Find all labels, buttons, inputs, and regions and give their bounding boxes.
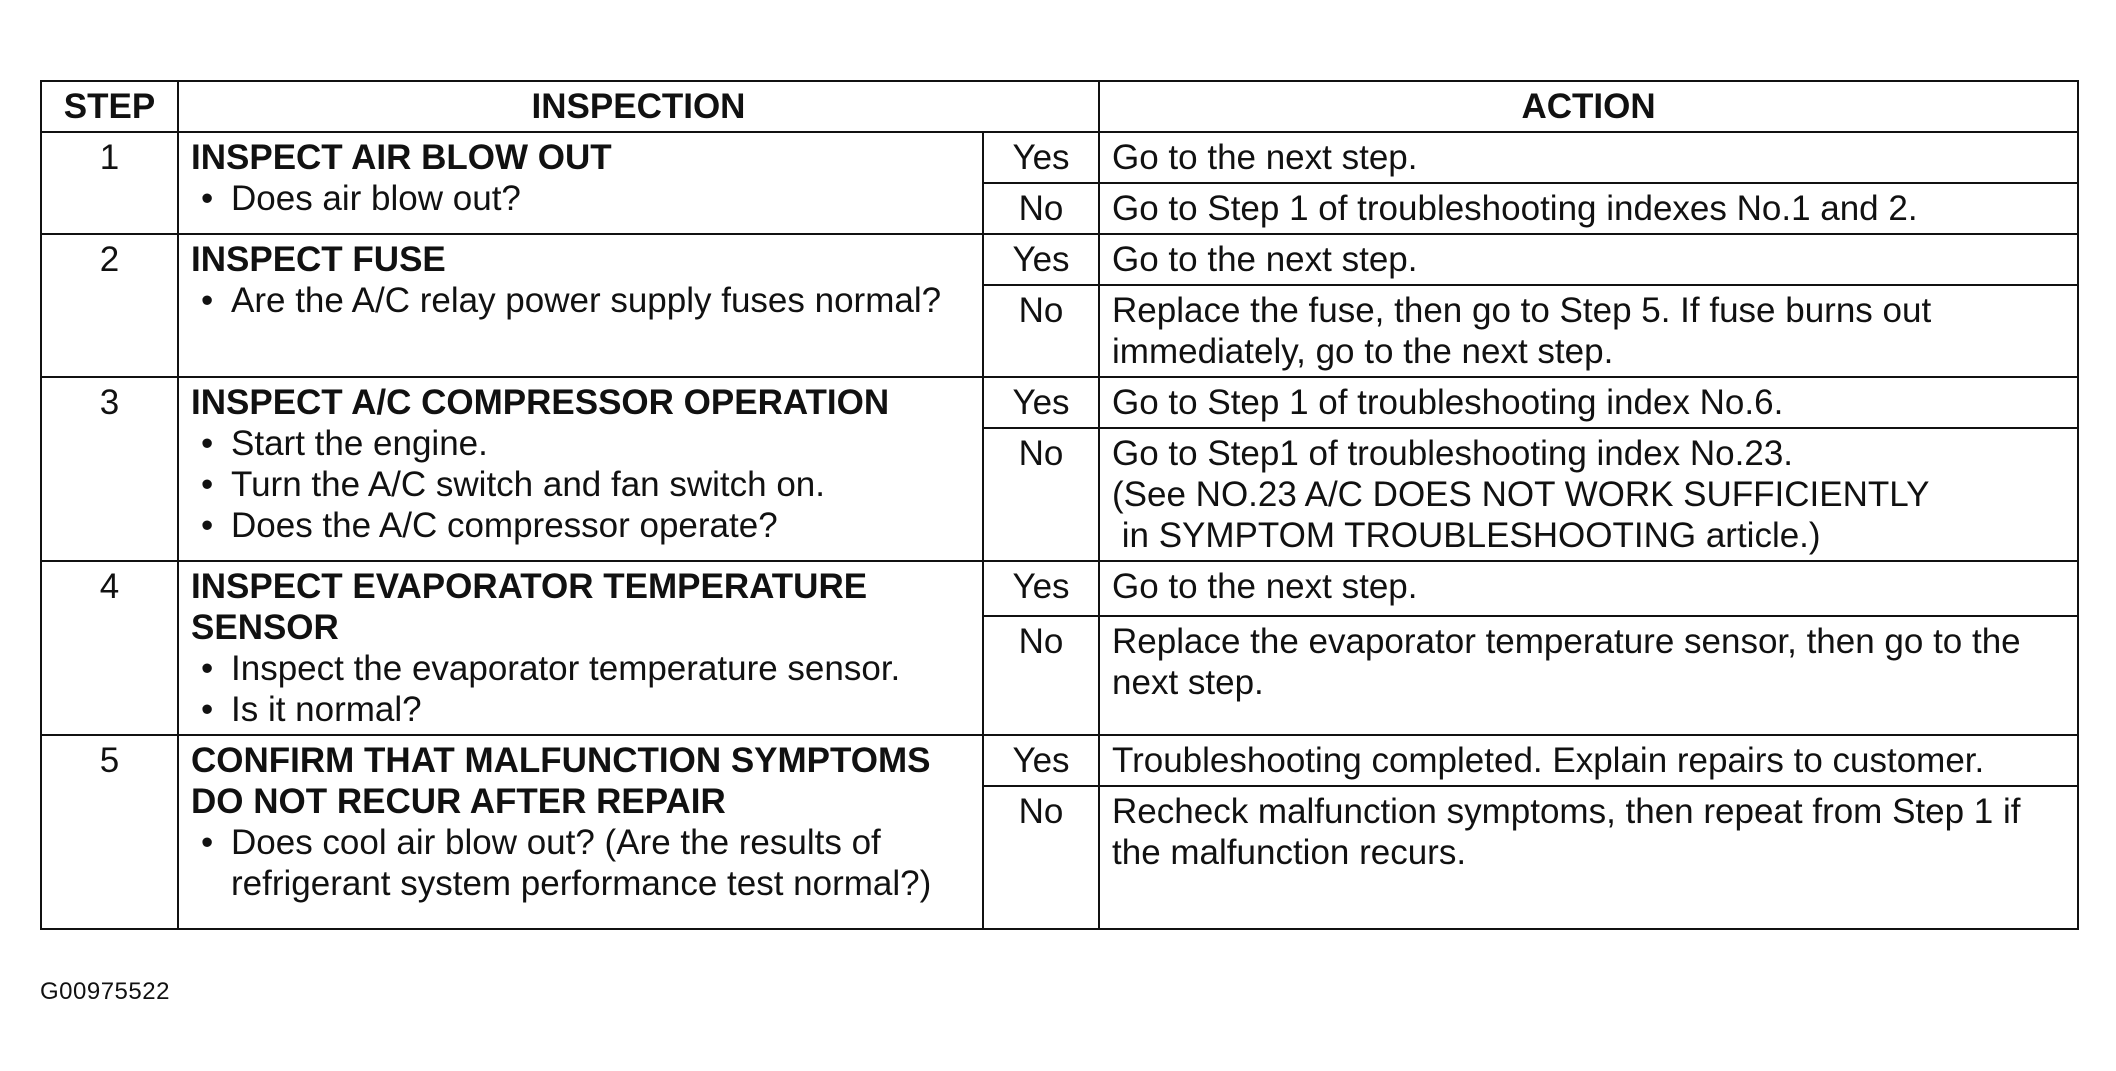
yes-label: Yes [983, 234, 1099, 285]
table-row-yes [41, 234, 2078, 285]
figure-id: G00975522 [40, 978, 170, 1005]
no-action [1099, 285, 2078, 377]
inspection-title: INSPECT EVAPORATOR TEMPERATURE SENSOR [191, 567, 868, 647]
table-row-yes [41, 561, 2078, 616]
step-number: 2 [41, 234, 178, 377]
header-action: ACTION [1099, 81, 2078, 132]
no-action [1099, 183, 2078, 234]
action-text: Go to the next step. [1112, 138, 1418, 177]
yes-label: Yes [983, 132, 1099, 183]
action-text: Go to Step 1 of troubleshooting index No.6. [1112, 383, 1784, 422]
step-number: 3 [41, 377, 178, 561]
table-row-yes [41, 132, 2078, 183]
inspection-check-item: • Start the engine. [231, 423, 970, 464]
no-label: No [983, 428, 1099, 561]
action-text: Replace the evaporator temperature sensor, then go to the next step. [1112, 622, 2021, 703]
inspection-cell [178, 735, 983, 929]
yes-label: Yes [983, 735, 1099, 786]
action-text: Go to Step1 of troubleshooting index No.23. [1112, 434, 1794, 473]
table-row-yes [41, 735, 2078, 786]
inspection-check-item: • Are the A/C relay power supply fuses normal? [231, 280, 970, 321]
inspection-check-item: • Inspect the evaporator temperature sensor. [231, 648, 970, 689]
step-number: 5 [41, 735, 178, 929]
inspection-cell [178, 377, 983, 561]
action-text: (See NO.23 A/C DOES NOT WORK SUFFICIENTLY [1112, 475, 1930, 514]
inspection-title: INSPECT AIR BLOW OUT [191, 138, 612, 177]
action-text: Go to the next step. [1112, 567, 1418, 606]
yes-action [1099, 561, 2078, 616]
table-body [41, 132, 2078, 929]
inspection-cell [178, 234, 983, 377]
inspection-cell [178, 132, 983, 234]
header-row [41, 81, 2078, 132]
yes-label: Yes [983, 561, 1099, 616]
action-text: Troubleshooting completed. Explain repairs to customer. [1112, 741, 1985, 780]
yes-label: Yes [983, 377, 1099, 428]
no-action [1099, 616, 2078, 735]
no-label: No [983, 616, 1099, 735]
yes-action [1099, 234, 2078, 285]
action-text: Recheck malfunction symptoms, then repeat from Step 1 if the malfunction recurs. [1112, 792, 2021, 872]
yes-action [1099, 377, 2078, 428]
inspection-checklist [191, 822, 970, 904]
inspection-check-item: • Does cool air blow out? (Are the results of refrigerant system performance test normal?) [231, 822, 970, 904]
inspection-title: CONFIRM THAT MALFUNCTION SYMPTOMS DO NOT RECUR AFTER REPAIR [191, 741, 931, 821]
table-row-yes [41, 377, 2078, 428]
no-action [1099, 428, 2078, 561]
step-number: 4 [41, 561, 178, 735]
no-label: No [983, 183, 1099, 234]
no-action [1099, 786, 2078, 929]
inspection-title: INSPECT FUSE [191, 240, 446, 279]
step-number: 1 [41, 132, 178, 234]
inspection-checklist [191, 280, 970, 321]
no-label: No [983, 786, 1099, 929]
inspection-check-item: • Does the A/C compressor operate? [231, 505, 970, 546]
action-text: Replace the fuse, then go to Step 5. If fuse burns out immediately, go to the next step. [1112, 291, 1932, 371]
troubleshooting-table [40, 80, 2079, 930]
inspection-title: INSPECT A/C COMPRESSOR OPERATION [191, 383, 890, 422]
no-label: No [983, 285, 1099, 377]
inspection-checklist [191, 648, 970, 730]
inspection-cell [178, 561, 983, 735]
header-step: STEP [41, 81, 178, 132]
header-inspection: INSPECTION [178, 81, 1099, 132]
inspection-check-item: • Is it normal? [231, 689, 970, 730]
inspection-check-item: • Does air blow out? [231, 178, 970, 219]
yes-action [1099, 132, 2078, 183]
yes-action [1099, 735, 2078, 786]
action-text: in SYMPTOM TROUBLESHOOTING article.) [1112, 516, 1821, 555]
inspection-checklist [191, 178, 970, 219]
inspection-check-item: • Turn the A/C switch and fan switch on. [231, 464, 970, 505]
action-text: Go to the next step. [1112, 240, 1418, 279]
action-text: Go to Step 1 of troubleshooting indexes No.1 and 2. [1112, 189, 1918, 228]
inspection-checklist [191, 423, 970, 546]
